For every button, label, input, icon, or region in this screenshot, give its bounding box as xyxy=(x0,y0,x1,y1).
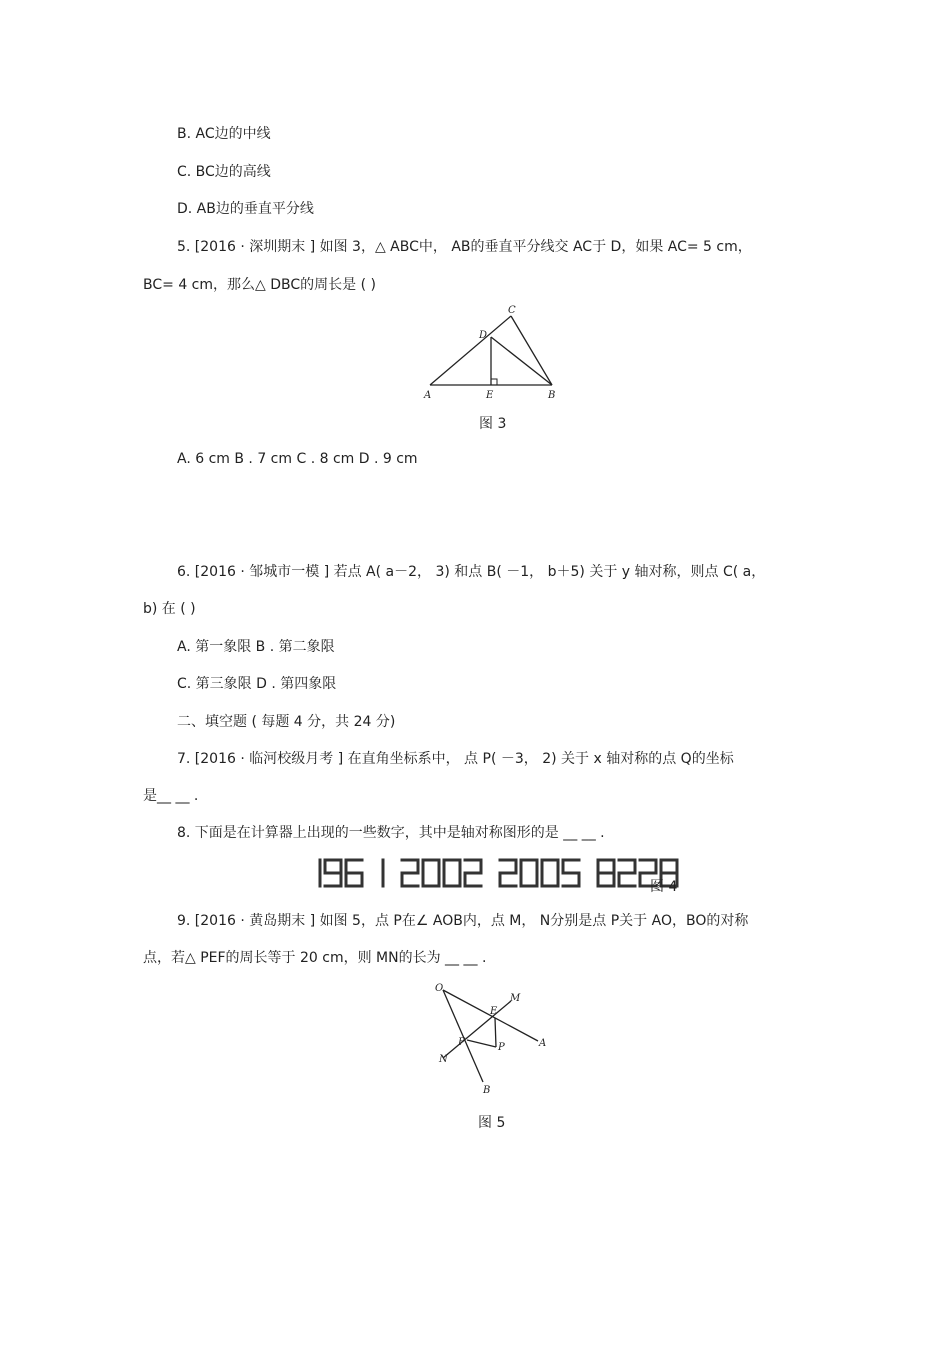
q6-options-cd: C. 第三象限 D . 第四象限 xyxy=(177,676,337,692)
q9-stem-line2: 点，若△ PEF的周长等于 20 cm，则 MN的长为 __ __ . xyxy=(143,950,487,966)
q6-stem-line2: b) 在 ( ) xyxy=(143,601,196,617)
fig5-segment-fp xyxy=(467,1040,496,1047)
fig5-label-b: B xyxy=(483,1085,491,1096)
q5-options: A. 6 cm B . 7 cm C . 8 cm D . 9 cm xyxy=(177,451,418,467)
fig4-digit-8 xyxy=(598,860,614,886)
fig4-digit-9 xyxy=(325,860,341,886)
fig3-label-d: D xyxy=(479,330,488,341)
figure-4-caption: 图 4 xyxy=(650,879,678,895)
fig5-label-m: M xyxy=(510,993,521,1004)
figure-5-caption: 图 5 xyxy=(478,1115,506,1131)
q4-option-d: D. AB边的垂直平分线 xyxy=(177,201,314,217)
fig5-label-n: N xyxy=(439,1054,448,1065)
fig4-digit-0 xyxy=(444,860,460,886)
fig5-ray-ob xyxy=(443,990,483,1082)
fig4-digit-2 xyxy=(465,860,481,886)
fig4-digit-0 xyxy=(423,860,439,886)
fig5-label-f: F xyxy=(458,1037,465,1048)
fig4-digit-5 xyxy=(563,860,579,886)
fig4-digit-2 xyxy=(619,860,635,886)
fig4-digit-0 xyxy=(521,860,537,886)
fig4-digit-0 xyxy=(542,860,558,886)
section-2-heading: 二、填空题 ( 每题 4 分，共 24 分) xyxy=(177,714,396,730)
fig5-label-e: E xyxy=(490,1006,498,1017)
q7-stem-line1: 7. [2016 · 临河校级月考 ] 在直角坐标系中， 点 P( －3， 2) 关于 x 轴对称的点 Q的坐标 xyxy=(177,751,734,767)
figure-4-calculator-digits xyxy=(300,856,650,894)
fig3-label-b: B xyxy=(548,390,556,401)
q8-stem: 8. 下面是在计算器上出现的一些数字，其中是轴对称图形的是 __ __ . xyxy=(177,825,605,841)
q5-stem-line1: 5. [2016 · 深圳期末 ] 如图 3，△ ABC中， AB的垂直平分线交 AC于 D，如果 AC= 5 cm， xyxy=(177,239,752,255)
fig4-number-2002 xyxy=(402,860,481,886)
fig5-segment-ep xyxy=(495,1018,496,1047)
fig4-digit-2 xyxy=(500,860,516,886)
fig3-segment-ac xyxy=(430,316,511,385)
fig3-right-angle-mark xyxy=(491,379,497,385)
fig3-label-c: C xyxy=(508,305,516,316)
fig3-segment-db xyxy=(491,337,552,385)
fig4-number-1961 xyxy=(320,860,383,886)
fig5-ray-oa xyxy=(443,990,538,1041)
q4-option-b: B. AC边的中线 xyxy=(177,126,271,142)
fig5-label-o: O xyxy=(435,983,444,994)
fig4-digit-display xyxy=(300,856,650,890)
q4-option-c: C. BC边的高线 xyxy=(177,164,271,180)
fig4-digit-2 xyxy=(402,860,418,886)
fig4-digit-6 xyxy=(346,860,362,886)
fig5-segment-mn xyxy=(443,1001,511,1058)
fig5-label-a: A xyxy=(539,1038,547,1049)
q6-stem-line1: 6. [2016 · 邹城市一模 ] 若点 A( a－2， 3) 和点 B( －1， b＋5) 关于 y 轴对称，则点 C( a， xyxy=(177,564,766,580)
fig3-label-a: A xyxy=(424,390,432,401)
q5-stem-line2: BC= 4 cm，那么△ DBC的周长是 ( ) xyxy=(143,277,376,293)
q9-stem-line1: 9. [2016 · 黄岛期末 ] 如图 5，点 P在∠ AOB内，点 M， N分别是点 P关于 AO，BO的对称 xyxy=(177,913,749,929)
q7-stem-line2: 是__ __ . xyxy=(143,788,199,804)
fig4-number-2005 xyxy=(500,860,579,886)
fig3-label-e: E xyxy=(486,390,494,401)
figure-3-caption: 图 3 xyxy=(479,416,507,432)
q6-options-ab: A. 第一象限 B . 第二象限 xyxy=(177,639,335,655)
fig5-label-p: P xyxy=(498,1042,505,1053)
fig3-segment-cb xyxy=(511,316,552,385)
